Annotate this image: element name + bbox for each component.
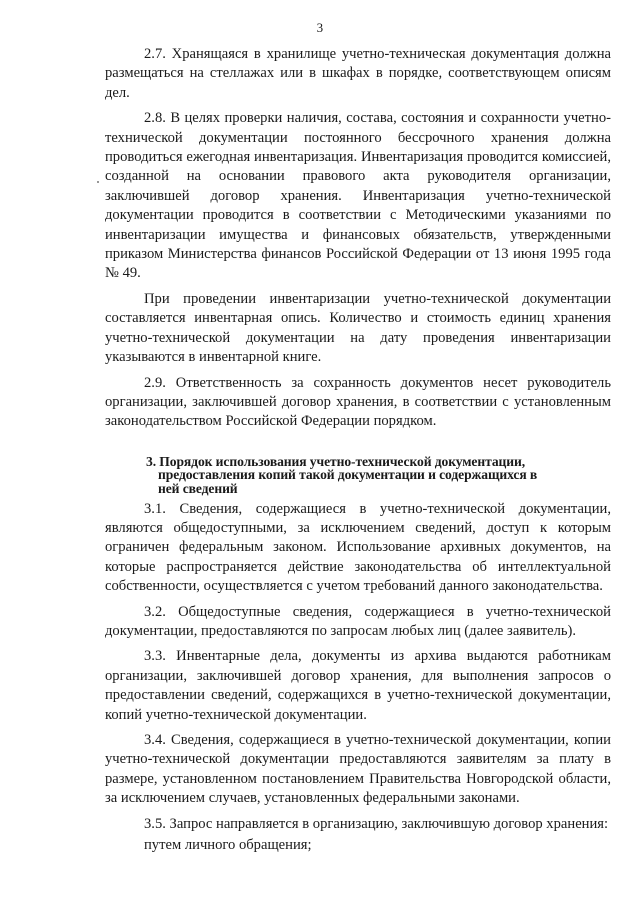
section-heading-line: 3. Порядок использования учетно-технической документации, <box>146 453 526 469</box>
paragraph-3-2: 3.2. Общедоступные сведения, содержащиеся в учетно-технической документации, предоставляются по запросам любых лиц (далее заявитель). <box>105 603 611 639</box>
paragraph-2-9: 2.9. Ответственность за сохранность документов несет руководитель организации, заключившей договор хранения, в соответствии с установленным законодательством Российской Федерации порядком. <box>105 374 611 430</box>
margin-dot-mark <box>97 181 99 183</box>
section-3-heading <box>105 455 611 496</box>
paragraph-3-1: 3.1. Сведения, содержащиеся в учетно-технической документации, являются общедоступными, за исключением сведений, доступ к которым ограничен федеральным законом. Использование архивных документов, на которые распространяется действие законодательства об интеллектуальной собственности, осуществляется с учетом требований данного законодательства. <box>105 500 611 595</box>
paragraph-2-7: 2.7. Хранящаяся в хранилище учетно-техническая документация должна размещаться на стеллажах или в шкафах в порядке, соответствующем описям дел. <box>105 46 611 101</box>
paragraph-3-3: 3.3. Инвентарные дела, документы из архива выдаются работникам организации, заключившей договор хранения, для выполнения запросов о предоставлении сведений, содержащихся в учетно-технической документации, копий учетно-технической документации. <box>105 648 611 723</box>
paragraph-2-8: 2.8. В целях проверки наличия, состава, состояния и сохранности учетно-технической документации постоянного бессрочного хранения должна проводиться ежегодная инвентаризация. Инвентаризация проводится комиссией, созданной на основании правового акта руководителя организации, заключившей договор хранения. Инвентаризация учетно-технической документации проводится в соответствии с Методическими указаниями по инвентаризации имущества и финансовых обязательств, утвержденными приказом Министерства финансов Российской Федерации от 13 июня 1995 года № 49. <box>105 110 611 282</box>
page-number: 3 <box>316 20 324 35</box>
section-heading-line: предоставления копий такой документации и содержащихся в <box>158 467 538 483</box>
section-heading-line: ней сведений <box>158 480 238 496</box>
list-item: путем личного обращения; <box>144 837 312 853</box>
paragraph-3-4: 3.4. Сведения, содержащиеся в учетно-технической документации, копии учетно-технической документации предоставляются заявителям за плату в размере, установленном постановлением Правительства Новгородской области, за исключением случаев, установленных федеральными законами. <box>105 731 611 807</box>
document-body <box>105 45 611 855</box>
paragraph-inventory-list: При проведении инвентаризации учетно-технической документации составляется инвентарная опись. Количество и стоимость единиц хранения учетно-технической документации на дату проведения инвентаризации указываются в инвентарной книге. <box>105 290 611 366</box>
paragraph-3-5: 3.5. Запрос направляется в организацию, заключившую договор хранения: <box>144 815 609 832</box>
